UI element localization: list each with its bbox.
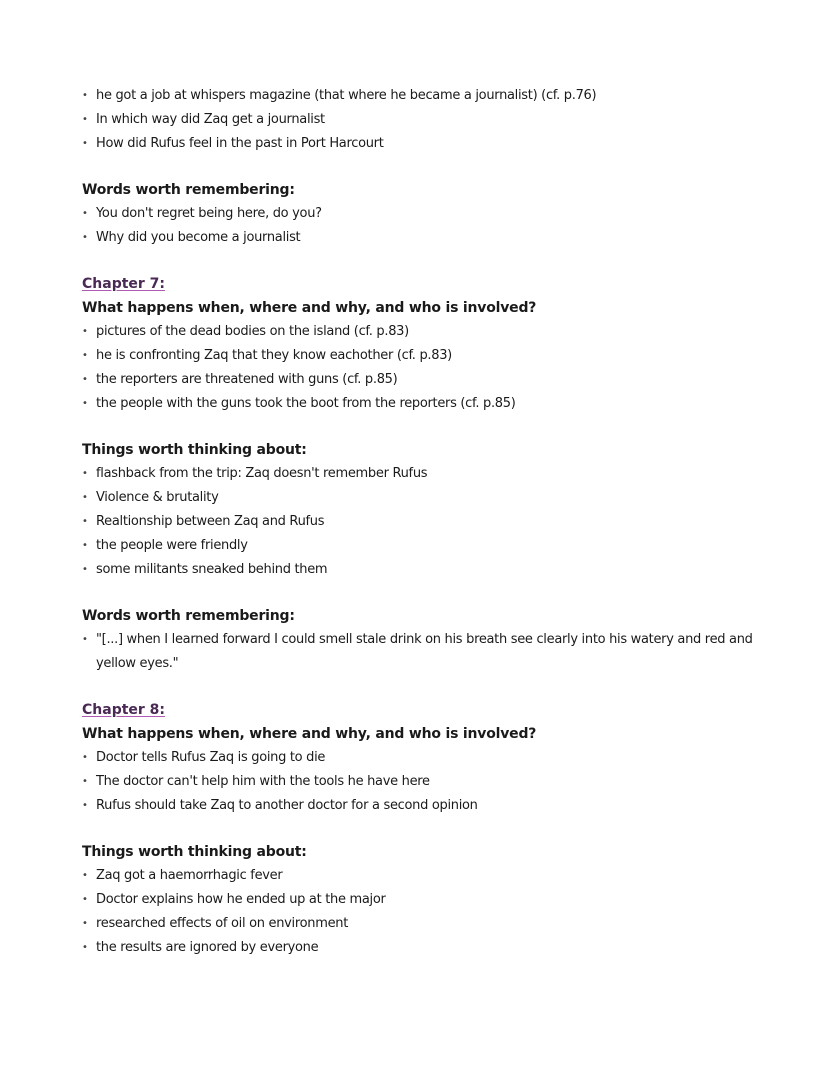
list-item: • "[...] when I learned forward I could smell stale drink on his breath see clearly into his watery and red and yellow eyes."	[82, 628, 782, 676]
list-item: • the people with the guns took the boot from the reporters (cf. p.85)	[82, 392, 782, 416]
list-item: • How did Rufus feel in the past in Port Harcourt	[82, 132, 782, 156]
bullet-icon: •	[82, 800, 88, 811]
list-item: • the results are ignored by everyone	[82, 936, 782, 960]
list-item: • he is confronting Zaq that they know eachother (cf. p.83)	[82, 344, 782, 368]
bullet-icon: •	[82, 350, 88, 361]
list-item: • You don't regret being here, do you?	[82, 202, 782, 226]
document-page	[82, 84, 782, 960]
things-list	[82, 462, 782, 582]
things-list	[82, 864, 782, 960]
bullet-icon: •	[82, 468, 88, 479]
bullet-icon: •	[82, 138, 88, 149]
section-heading: What happens when, where and why, and who is involved?	[82, 726, 537, 742]
bullet-icon: •	[82, 516, 88, 527]
list-item: • he got a job at whispers magazine (that where he became a journalist) (cf. p.76)	[82, 84, 782, 108]
section-heading: Things worth thinking about:	[82, 442, 307, 458]
words-section-1	[82, 178, 782, 250]
happens-list	[82, 746, 782, 818]
happens-list	[82, 320, 782, 416]
list-item: • Zaq got a haemorrhagic fever	[82, 864, 782, 888]
bullet-icon: •	[82, 232, 88, 243]
chapter-title: Chapter 8:	[82, 702, 166, 718]
chapter-8-section	[82, 698, 782, 960]
list-item: • Violence & brutality	[82, 486, 782, 510]
words-list	[82, 202, 782, 250]
bullet-icon: •	[82, 398, 88, 409]
bullet-icon: •	[82, 752, 88, 763]
list-item: • Rufus should take Zaq to another doctor for a second opinion	[82, 794, 782, 818]
list-item: • the people were friendly	[82, 534, 782, 558]
bullet-icon: •	[82, 492, 88, 503]
list-item: • some militants sneaked behind them	[82, 558, 782, 582]
list-item: • Doctor tells Rufus Zaq is going to die	[82, 746, 782, 770]
section-heading: Words worth remembering:	[82, 608, 295, 624]
bullet-icon: •	[82, 90, 88, 101]
bullet-icon: •	[82, 208, 88, 219]
bullet-icon: •	[82, 540, 88, 551]
list-item: • the reporters are threatened with guns (cf. p.85)	[82, 368, 782, 392]
bullet-icon: •	[82, 326, 88, 337]
list-item: • In which way did Zaq get a journalist	[82, 108, 782, 132]
list-item: • Doctor explains how he ended up at the major	[82, 888, 782, 912]
bullet-icon: •	[82, 918, 88, 929]
list-item: • flashback from the trip: Zaq doesn't remember Rufus	[82, 462, 782, 486]
bullet-icon: •	[82, 776, 88, 787]
section-heading: Words worth remembering:	[82, 182, 295, 198]
words-list	[82, 628, 782, 676]
list-item: • Realtionship between Zaq and Rufus	[82, 510, 782, 534]
list-item: • The doctor can't help him with the tools he have here	[82, 770, 782, 794]
bullet-icon: •	[82, 374, 88, 385]
bullet-icon: •	[82, 894, 88, 905]
bullet-icon: •	[82, 564, 88, 575]
list-item: • Why did you become a journalist	[82, 226, 782, 250]
bullet-icon: •	[82, 870, 88, 881]
list-item: • pictures of the dead bodies on the island (cf. p.83)	[82, 320, 782, 344]
chapter-title: Chapter 7:	[82, 276, 166, 292]
bullet-icon: •	[82, 634, 88, 645]
intro-list	[82, 84, 782, 156]
section-heading: Things worth thinking about:	[82, 844, 307, 860]
list-item: • researched effects of oil on environment	[82, 912, 782, 936]
chapter-7-section	[82, 272, 782, 676]
bullet-icon: •	[82, 114, 88, 125]
section-heading: What happens when, where and why, and who is involved?	[82, 300, 537, 316]
bullet-icon: •	[82, 942, 88, 953]
